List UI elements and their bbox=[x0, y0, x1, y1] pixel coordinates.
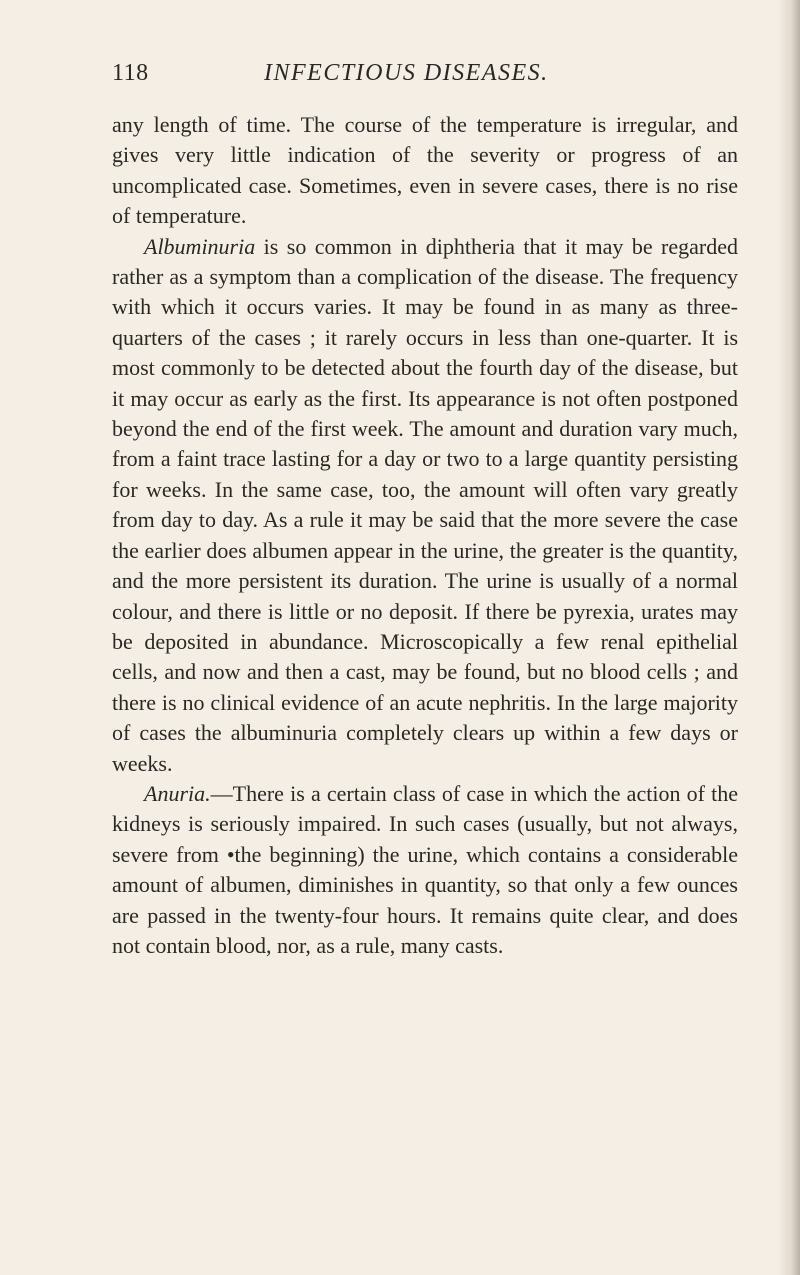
page-header bbox=[112, 60, 732, 94]
running-head: INFECTIOUS DISEASES. bbox=[264, 60, 549, 86]
albuminuria-text: is so common in diphtheria that it may be regarded rather as a symptom than a complication of the disease. The frequency with which it occurs varies. It may be found in as many as three-quarters of the cases ; it rarely occurs in less than one-quarter. It is most commonly to be detected about the fourth day of the disease, but it may occur as early as the first. Its appearance is not often postponed beyond the end of the first week. The amount and duration vary much, from a faint trace lasting for a day or two to a large quantity persisting for weeks. In the same case, too, the amount will often vary greatly from day to day. As a rule it may be said that the more severe the case the earlier does albumen appear in the urine, the greater is the quantity, and the more persistent its duration. The urine is usually of a normal colour, and there is little or no deposit. If there be pyrexia, urates may be deposited in abundance. Microscopically a few renal epithelial cells, and now and then a cast, may be found, but no blood cells ; and there is no clinical evidence of an acute nephritis. In the large majority of cases the albuminuria completely clears up within a few days or weeks. bbox=[112, 233, 738, 776]
anuria-text: —There is a certain class of case in which the action of the kidneys is seriously impaired. In such cases (usually, but not always, severe from •the beginning) the urine, which contains a considerable amount of albumen, diminishes in quantity, so that only a few ounces are passed in the twenty-four hours. It remains quite clear, and does not contain blood, nor, as a rule, many casts. bbox=[112, 780, 738, 958]
page-number: 118 bbox=[112, 60, 149, 86]
page-edge-shadow bbox=[778, 0, 800, 1275]
anuria-paragraph bbox=[112, 779, 738, 961]
body-text bbox=[112, 110, 738, 961]
albuminuria-paragraph bbox=[112, 232, 738, 779]
albuminuria-term: Albuminuria bbox=[144, 233, 256, 259]
continuation-paragraph: any length of time. The course of the temperature is irregular, and gives very little indication of the severity or progress of an uncomplicated case. Sometimes, even in severe cases, there is no rise of temperature. bbox=[112, 112, 738, 229]
anuria-term: Anuria. bbox=[144, 780, 211, 806]
